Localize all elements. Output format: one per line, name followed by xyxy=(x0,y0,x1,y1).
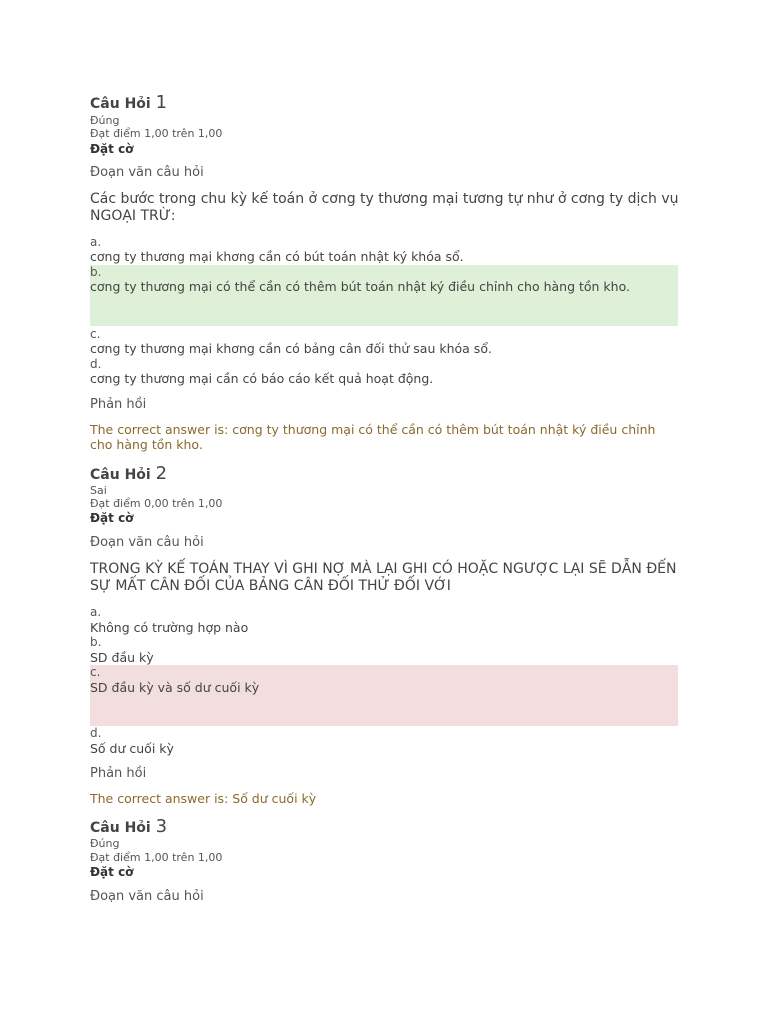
q1-option-b[interactable]: cơng ty thương mại có thể cần có thêm bút toán nhật ký điều chỉnh cho hàng tồn kho. xyxy=(90,279,630,294)
q1-option-d[interactable]: cơng ty thương mại cần có báo cáo kết quả hoạt động. xyxy=(90,371,434,386)
q2-option-a-letter: a. xyxy=(90,605,102,619)
q1-option-d-letter: d. xyxy=(90,357,102,371)
question-2-title xyxy=(90,463,167,484)
question-2-text-label: Đoạn văn câu hỏi xyxy=(90,535,204,550)
question-number: 2 xyxy=(155,463,168,484)
question-3-state: Đúng xyxy=(90,837,120,850)
q1-option-a-letter: a. xyxy=(90,235,102,249)
question-2-state: Sai xyxy=(90,484,107,497)
question-title-prefix: Câu Hỏi xyxy=(90,467,151,483)
q2-option-c-letter: c. xyxy=(90,665,101,679)
question-2-flag-link[interactable]: Đặt cờ xyxy=(90,511,134,525)
question-title-prefix: Câu Hỏi xyxy=(90,96,151,112)
question-1-text-label: Đoạn văn câu hỏi xyxy=(90,165,204,180)
q1-option-a[interactable]: cơng ty thương mại khơng cần có bút toán nhật ký khóa sổ. xyxy=(90,249,464,264)
question-1-feedback: The correct answer is: cơng ty thương mại có thể cần có thêm bút toán nhật ký điều chỉnh cho hàng tồn kho. xyxy=(90,422,656,452)
q2-option-d[interactable]: Số dư cuối kỳ xyxy=(90,741,174,756)
q2-option-a[interactable]: Không có trường hợp nào xyxy=(90,620,249,635)
question-1-flag-link[interactable]: Đặt cờ xyxy=(90,142,134,156)
q2-option-c[interactable]: SD đầu kỳ và số dư cuối kỳ xyxy=(90,680,260,695)
question-2-grade: Đạt điểm 0,00 trên 1,00 xyxy=(90,497,223,510)
question-1-grade: Đạt điểm 1,00 trên 1,00 xyxy=(90,127,223,140)
q2-option-d-letter: d. xyxy=(90,726,102,740)
question-3-title xyxy=(90,816,167,837)
question-2-text: TRONG KỲ KẾ TOÁN THAY VÌ GHI NỢ MÀ LẠI GHI CÓ HOẶC NGƯỢC LẠI SẼ DẪN ĐẾN SỰ MẤT CÂN ĐỐI CỦA BẢNG CÂN ĐỐI THỬ ĐỐI VỚI xyxy=(90,561,677,594)
question-3-text-label: Đoạn văn câu hỏi xyxy=(90,889,204,904)
question-number: 3 xyxy=(155,816,168,837)
question-3-grade: Đạt điểm 1,00 trên 1,00 xyxy=(90,851,223,864)
question-number: 1 xyxy=(155,92,168,113)
question-1-feedback-label: Phản hồi xyxy=(90,397,147,412)
question-2-feedback-label: Phản hồi xyxy=(90,766,147,781)
q1-option-b-letter: b. xyxy=(90,265,102,279)
q1-option-c[interactable]: cơng ty thương mại khơng cần có bảng cân đối thử sau khóa sổ. xyxy=(90,341,492,356)
question-3-flag-link[interactable]: Đặt cờ xyxy=(90,865,134,879)
question-1-text: Các bước trong chu kỳ kế toán ở cơng ty thương mại tương tự như ở cơng ty dịch vụ NGOẠI TRỪ: xyxy=(90,191,679,224)
question-title-prefix: Câu Hỏi xyxy=(90,820,151,836)
q2-option-b-letter: b. xyxy=(90,635,102,649)
question-1-title xyxy=(90,92,167,113)
q2-option-b[interactable]: SD đầu kỳ xyxy=(90,650,154,665)
q2-option-c-wrong-highlight xyxy=(90,665,678,726)
question-2-feedback: The correct answer is: Số dư cuối kỳ xyxy=(90,791,317,806)
q1-option-c-letter: c. xyxy=(90,327,101,341)
q1-option-b-correct-highlight xyxy=(90,265,678,326)
question-1-state: Đúng xyxy=(90,114,120,127)
